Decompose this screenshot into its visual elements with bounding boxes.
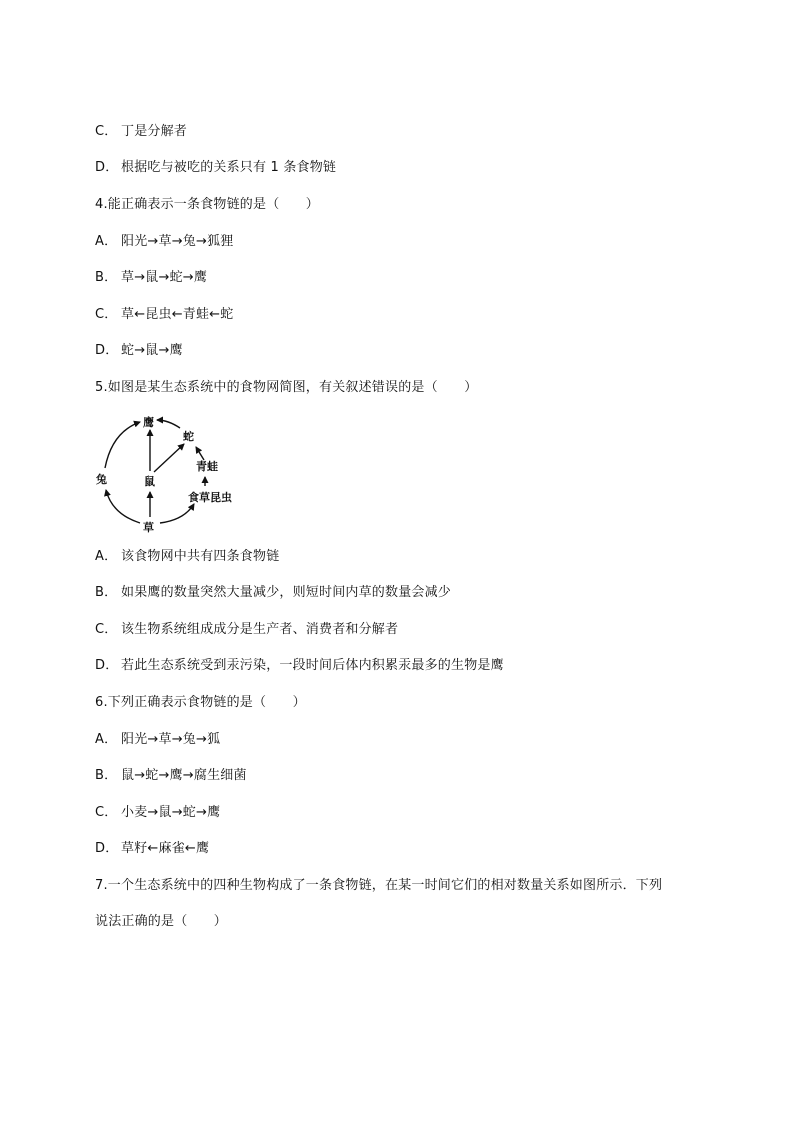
q4-option-a xyxy=(95,233,233,251)
node-rabbit: 兔 xyxy=(96,473,107,486)
arrow-frog-to-snake xyxy=(196,447,204,460)
q5-option-d xyxy=(95,657,504,675)
question-5-stem: 5.如图是某生态系统中的食物网简图，有关叙述错误的是（ ） xyxy=(95,380,478,395)
option-text: 该食物网中共有四条食物链 xyxy=(121,549,280,564)
option-letter: D． xyxy=(95,658,119,673)
option-letter: C． xyxy=(95,622,118,637)
arrow-grass-to-insect xyxy=(160,504,194,523)
option-text: 小麦→鼠→蛇→鹰 xyxy=(121,805,221,820)
option-text: 阳光→草→兔→狐狸 xyxy=(121,234,234,249)
arrow-mouse-to-snake xyxy=(154,444,184,472)
option-letter: D． xyxy=(95,160,119,175)
option-letter: B． xyxy=(95,585,118,600)
option-text: 草→鼠→蛇→鹰 xyxy=(121,270,208,285)
arrow-grass-to-rabbit xyxy=(106,490,140,523)
food-web-diagram xyxy=(92,410,252,540)
option-letter: B． xyxy=(95,768,118,783)
question-6-stem: 6.下列正确表示食物链的是（ ） xyxy=(95,695,306,710)
node-frog: 青蛙 xyxy=(196,460,218,473)
option-letter: A． xyxy=(95,234,118,249)
q3-option-c xyxy=(95,123,187,141)
option-text: 若此生态系统受到汞污染，一段时间后体内积累汞最多的生物是鹰 xyxy=(121,658,504,673)
option-text: 草←昆虫←青蛙←蛇 xyxy=(121,307,234,322)
option-letter: A． xyxy=(95,732,118,747)
option-text: 草籽←麻雀←鹰 xyxy=(121,841,210,856)
option-text: 阳光→草→兔→狐 xyxy=(121,732,221,747)
option-text: 丁是分解者 xyxy=(121,124,188,139)
option-text: 蛇→鼠→鹰 xyxy=(121,343,183,358)
option-letter: D． xyxy=(95,343,119,358)
node-grass: 草 xyxy=(143,521,154,534)
question-7-stem-line-1: 7.一个生态系统中的四种生物构成了一条食物链，在某一时间它们的相对数量关系如图所示．下列 xyxy=(95,878,663,893)
node-eagle: 鹰 xyxy=(143,416,154,429)
arrow-snake-to-eagle xyxy=(157,420,180,428)
option-text: 鼠→蛇→鹰→腐生细菌 xyxy=(121,768,247,783)
option-letter: D． xyxy=(95,841,119,856)
option-letter: C． xyxy=(95,307,118,322)
node-mouse: 鼠 xyxy=(144,475,155,488)
option-letter: C． xyxy=(95,805,118,820)
q4-option-b xyxy=(95,269,207,287)
question-7-stem-line-2: 说法正确的是（ ） xyxy=(95,914,228,929)
q5-option-a xyxy=(95,548,279,566)
node-insect: 食草昆虫 xyxy=(188,491,232,504)
question-4-stem: 4.能正确表示一条食物链的是（ ） xyxy=(95,197,320,212)
q6-option-a xyxy=(95,731,220,749)
option-letter: C． xyxy=(95,124,118,139)
q6-option-c xyxy=(95,804,220,822)
q4-option-d xyxy=(95,342,183,360)
option-text: 根据吃与被吃的关系只有 1 条食物链 xyxy=(121,160,337,175)
q6-option-d xyxy=(95,840,209,858)
arrow-rabbit-to-eagle xyxy=(105,422,140,468)
q5-option-b xyxy=(95,584,451,602)
q6-option-b xyxy=(95,767,247,785)
option-text: 如果鹰的数量突然大量减少，则短时间内草的数量会减少 xyxy=(121,585,452,600)
node-snake: 蛇 xyxy=(183,430,194,443)
q5-option-c xyxy=(95,621,398,639)
option-letter: B． xyxy=(95,270,118,285)
option-text: 该生物系统组成成分是生产者、消费者和分解者 xyxy=(121,622,399,637)
q4-option-c xyxy=(95,306,233,324)
q3-option-d xyxy=(95,159,336,177)
option-letter: A． xyxy=(95,549,118,564)
